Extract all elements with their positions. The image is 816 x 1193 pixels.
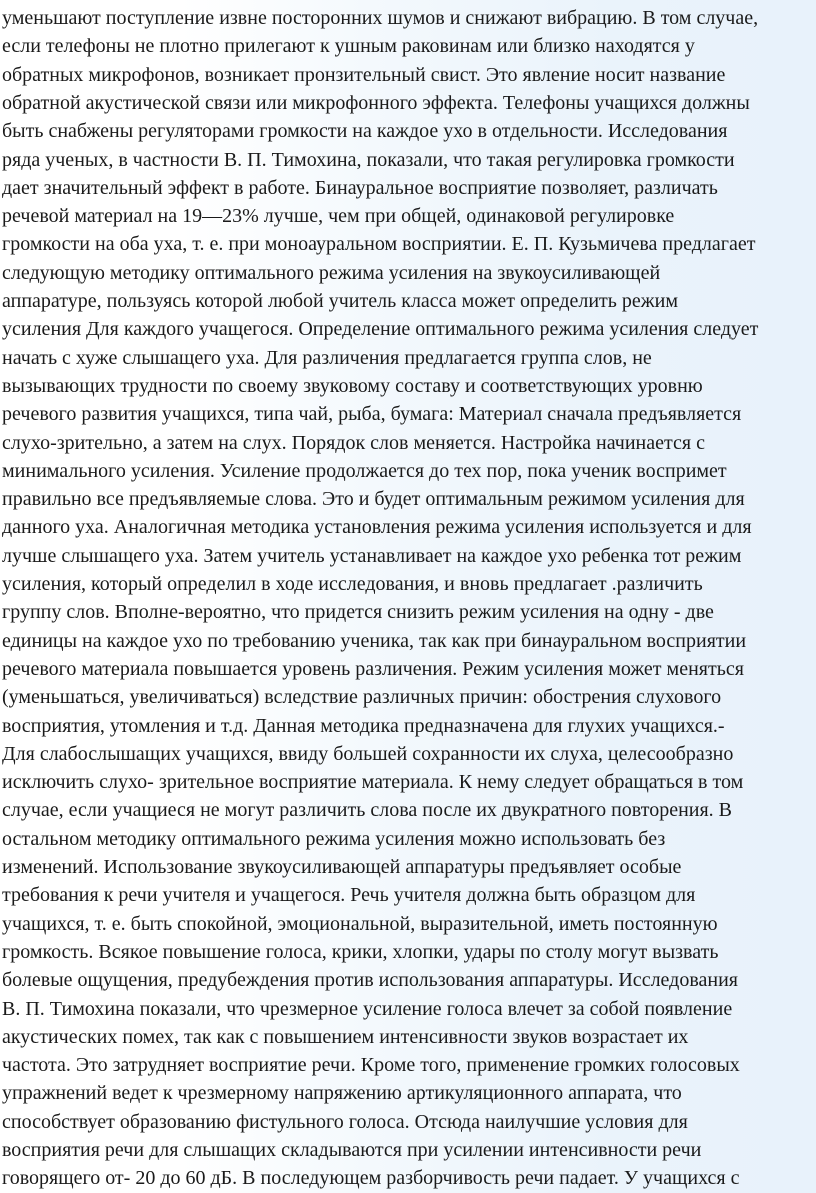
text-line: начать с хуже слышащего уха. Для различения предлагается группа слов, не — [2, 346, 652, 369]
text-line: если телефоны не плотно прилегают к ушным раковинам или близко находятся у — [2, 35, 695, 58]
text-line: усиления, который определил в ходе исследования, и вновь предлагает .различить — [2, 573, 703, 595]
text-line: случае, если учащиеся не могут различить слова после их двукратного повторения. В — [2, 799, 733, 822]
text-line: дает значительный эффект в работе. Бинауральное восприятие позволяет, различать — [2, 176, 718, 199]
text-line: аппаратуре, пользуясь которой любой учитель класса может определить режим — [2, 290, 678, 312]
text-line: правильно все предъявляемые слова. Это и будет оптимальным режимом усиления для — [2, 488, 745, 511]
text-line: упражнений ведет к чрезмерному напряжению артикуляционного аппарата, что — [2, 1082, 682, 1105]
text-line: лучше слышащего уха. Затем учитель устанавливает на каждое ухо ребенка тот режим — [2, 544, 742, 567]
text-line: слухо-зрительно, а затем на слух. Порядок слов меняется. Настройка начинается с — [2, 431, 705, 454]
text-line: изменений. Использование звукоусиливающей аппаратуры предъявляет особые — [2, 856, 682, 878]
text-line: говорящего от- 20 до 60 дБ. В последующем разборчивость речи падает. У учащихся с — [2, 1167, 740, 1190]
text-line: (уменьшаться, увеличиваться) вследствие различных причин: обострения слухового — [2, 686, 722, 709]
text-line: уменьшают поступление извне посторонних шумов и снижают вибрацию. В том случае, — [2, 7, 759, 29]
text-line: обратной акустической связи или микрофонного эффекта. Телефоны учащихся должны — [2, 91, 750, 114]
text-line: акустических помех, так как с повышением интенсивности звуков возрастает их — [2, 1025, 689, 1048]
text-line: единицы на каждое ухо по требованию ученика, так как при бинауральном восприятии — [2, 629, 747, 652]
text-line: исключить слухо- зрительное восприятие материала. К нему следует обращаться в том — [2, 771, 744, 794]
text-line: данного уха. Аналогичная методика установления режима усиления используется и для — [2, 516, 752, 539]
text-line: остальном методику оптимального режима усиления можно использовать без — [2, 827, 666, 850]
text-line: речевого развития учащихся, типа чай, рыба, бумага: Материал сначала предъявляется — [2, 403, 742, 426]
text-line: ряда ученых, в частности В. П. Тимохина, показали, что такая регулировка громкости — [2, 148, 735, 171]
text-line: быть снабжены регуляторами громкости на каждое ухо в отдельности. Исследования — [2, 120, 728, 143]
text-line: учащихся, т. е. быть спокойной, эмоциональной, выразительной, иметь постоянную — [2, 912, 718, 935]
text-line: речевого материала повышается уровень различения. Режим усиления может меняться — [2, 657, 744, 680]
text-line: В. П. Тимохина показали, что чрезмерное усиление голоса влечет за собой появление — [2, 997, 733, 1020]
text-line: следующую методику оптимального режима усиления на звукоусиливающей — [2, 261, 661, 284]
text-line: обратных микрофонов, возникает пронзительный свист. Это явление носит название — [2, 63, 726, 86]
text-line: требования к речи учителя и учащегося. Речь учителя должна быть образцом для — [2, 884, 696, 907]
text-line: восприятия речи для слышащих складываются при усилении интенсивности речи — [2, 1139, 702, 1161]
text-line: речевой материал на 19—23% лучше, чем при общей, одинаковой регулировке — [2, 205, 675, 228]
text-line: усиления Для каждого учащегося. Определение оптимального режима усиления следует — [2, 318, 759, 341]
text-line: минимального усиления. Усиление продолжается до тех пор, пока ученик воспримет — [2, 459, 727, 482]
text-line: вызывающих трудности по своему звуковому составу и соответствующих уровню — [2, 374, 703, 397]
text-line: болевые ощущения, предубеждения против использования аппаратуры. Исследования — [2, 969, 738, 992]
text-line: Для слабослышащих учащихся, ввиду большей сохранности их слуха, целесообразно — [2, 742, 734, 765]
text-line: группу слов. Вполне-вероятно, что придется снизить режим усиления на одну - две — [2, 601, 714, 624]
text-line: способствует образованию фистульного голоса. Отсюда наилучшие условия для — [2, 1110, 688, 1133]
text-line: восприятия, утомления и т.д. Данная методика предназначена для глухих учащихся.- — [2, 714, 725, 737]
text-line: громкость. Всякое повышение голоса, крики, хлопки, удары по столу могут вызвать — [2, 940, 719, 963]
text-line: частота. Это затрудняет восприятие речи. Кроме того, применение громких голосовых — [2, 1054, 740, 1077]
text-line: громкости на оба уха, т. е. при моноауральном восприятии. Е. П. Кузьмичева предлагает — [2, 233, 756, 256]
